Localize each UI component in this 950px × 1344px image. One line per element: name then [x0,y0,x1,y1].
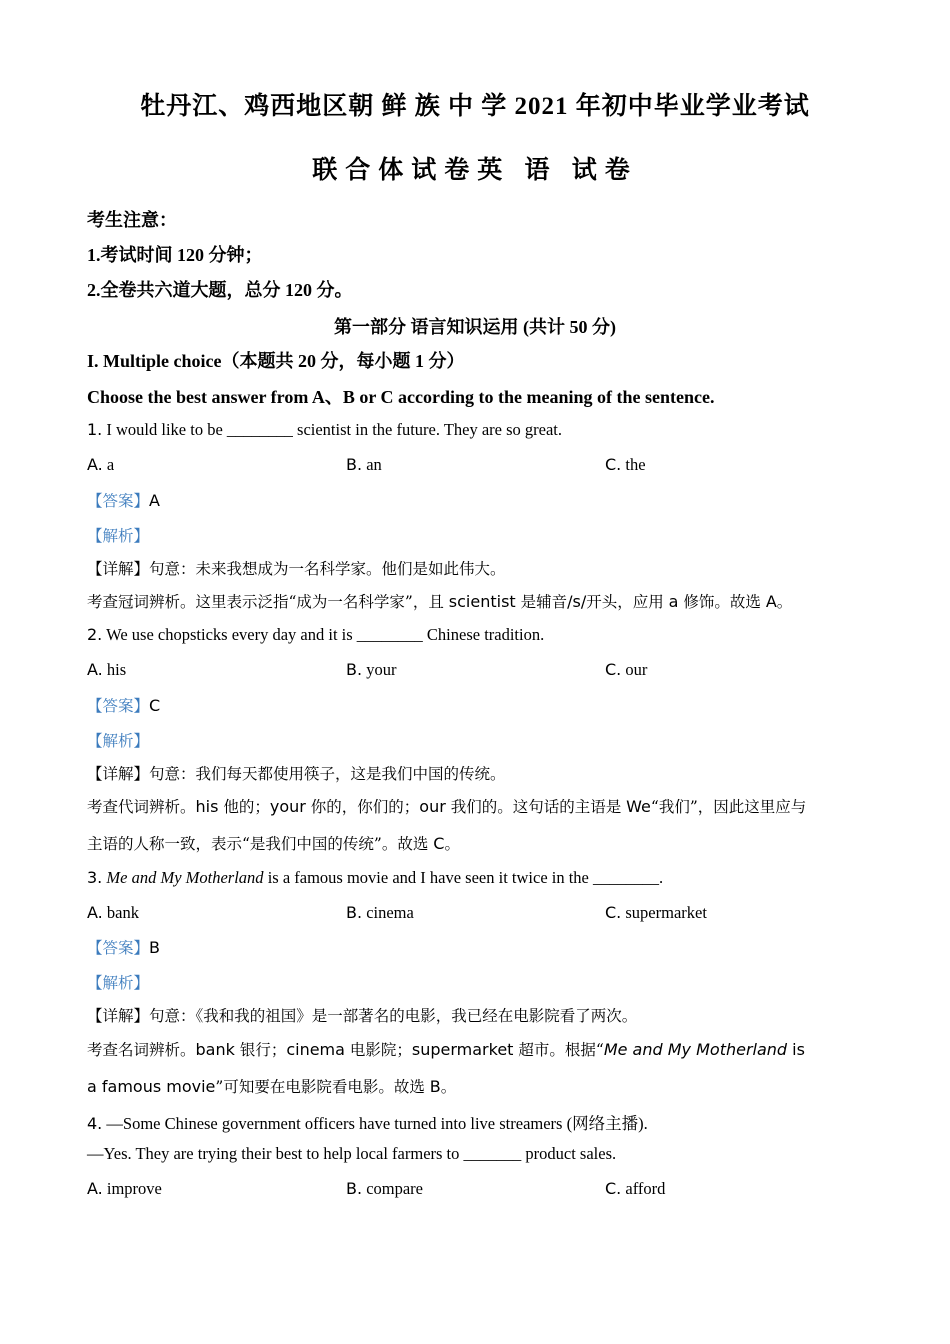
question-3-stem: 3. Me and My Motherland is a famous movie and I have seen it twice in the ________. [87,868,664,887]
q2-option-b: B. your [346,660,397,679]
question-1-stem: 1. I would like to be ________ scientist in the future. They are so great. [87,420,563,439]
q2-analysis-label: 【解析】 [87,732,150,750]
q4-option-a: A. improve [87,1179,162,1198]
q1-option-a: A. a [87,455,115,474]
q2-option-a: A. his [87,660,127,679]
notice-item-2: 2.全卷共六道大题，总分 120 分。 [87,280,353,300]
q3-analysis-label: 【解析】 [87,974,150,992]
q2-detail: 【详解】句意：我们每天都使用筷子，这是我们中国的传统。 [87,765,506,783]
q4-option-b: B. compare [346,1179,423,1198]
notice-heading: 考生注意： [87,210,177,230]
exam-title-line2: 联合体试卷英 语 试卷 [312,157,638,184]
part1-heading: I. Multiple choice（本题共 20 分，每小题 1 分） [87,351,465,371]
part1-instruction: Choose the best answer from A、B or C according to the meaning of the sentence. [87,387,715,407]
q2-option-c: C. our [605,660,648,679]
q1-explanation: 考查冠词辨析。这里表示泛指“成为一名科学家”，且 scientist 是辅音/s/开头，应用 a 修饰。故选 A。 [87,592,793,611]
question-2-stem: 2. We use chopsticks every day and it is ________ Chinese tradition. [87,625,545,644]
notice-item-1: 1.考试时间 120 分钟； [87,245,263,265]
q2-answer: 【答案】C [87,696,161,715]
q1-detail: 【详解】句意：未来我想成为一名科学家。他们是如此伟大。 [87,560,506,578]
q3-option-a: A. bank [87,903,139,922]
exam-title-line1: 牡丹江、鸡西地区朝 鲜 族 中 学 2021 年初中毕业学业考试 [140,93,810,120]
q3-answer: 【答案】B [87,938,160,957]
q3-option-b: B. cinema [346,903,414,922]
q3-option-c: C. supermarket [605,903,707,922]
q2-explanation-line2: 主语的人称一致，表示“是我们中国的传统”。故选 C。 [87,834,460,853]
q3-detail: 【详解】句意：《我和我的祖国》是一部著名的电影，我已经在电影院看了两次。 [87,1007,638,1025]
q1-option-c: C. the [605,455,646,474]
q1-answer: 【答案】A [87,491,160,510]
question-4-stem: 4. —Some Chinese government officers have turned into live streamers (网络主播). [87,1114,648,1133]
question-4-stem-line2: —Yes. They are trying their best to help local farmers to _______ product sales. [87,1144,617,1163]
q1-option-b: B. an [346,455,382,474]
q1-analysis-label: 【解析】 [87,527,150,545]
section-title: 第一部分 语言知识运用 (共计 50 分) [334,317,616,337]
q2-explanation-line1: 考查代词辨析。his 他的；your 你的，你们的；our 我们的。这句话的主语是 We“我们”，因此这里应与 [87,797,807,816]
q3-explanation-line2: a famous movie”可知要在电影院看电影。故选 B。 [87,1077,457,1096]
q4-option-c: C. afford [605,1179,666,1198]
q3-explanation-line1: 考查名词辨析。bank 银行；cinema 电影院；supermarket 超市。根据“Me and My Motherland is [87,1040,805,1059]
